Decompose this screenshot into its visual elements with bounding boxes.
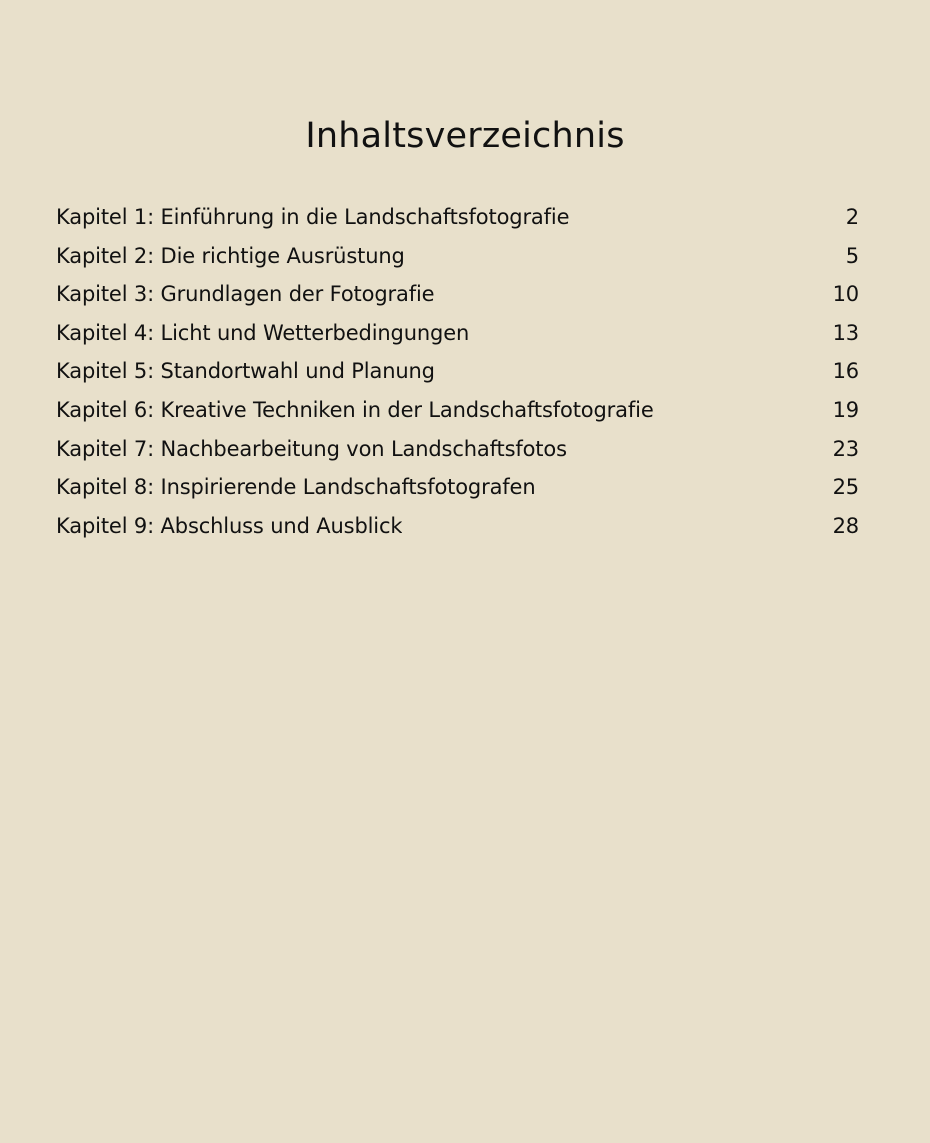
- toc-entry-label: Kapitel 4: Licht und Wetterbedingungen: [56, 320, 470, 345]
- toc-entry-5[interactable]: [56, 352, 859, 391]
- toc-entry-2[interactable]: [56, 237, 859, 276]
- page-title: Inhaltsverzeichnis: [305, 116, 625, 156]
- toc-entry-label: Kapitel 6: Kreative Techniken in der Landschaftsfotografie: [56, 397, 654, 422]
- toc-entry-page-number: 2: [845, 205, 859, 229]
- toc-entry-label: Kapitel 2: Die richtige Ausrüstung: [56, 243, 405, 268]
- toc-entry-page-number: 10: [832, 282, 859, 307]
- toc-entry-label: Kapitel 5: Standortwahl und Planung: [56, 359, 435, 384]
- toc-entry-label: Kapitel 1: Einführung in die Landschaftsfotografie: [56, 205, 570, 229]
- toc-entry-6[interactable]: [56, 391, 859, 430]
- toc-entry-label: Kapitel 9: Abschluss und Ausblick: [56, 513, 403, 538]
- toc-entry-label: Kapitel 3: Grundlagen der Fotografie: [56, 282, 435, 307]
- table-of-contents: [56, 198, 859, 545]
- toc-entry-label: Kapitel 7: Nachbearbeitung von Landschaftsfotos: [56, 436, 567, 461]
- toc-entry-page-number: 19: [832, 397, 859, 422]
- toc-entry-9[interactable]: [56, 507, 859, 546]
- toc-entry-page-number: 23: [832, 436, 859, 461]
- toc-entry-1[interactable]: [56, 198, 859, 237]
- toc-entry-4[interactable]: [56, 314, 859, 353]
- toc-entry-label: Kapitel 8: Inspirierende Landschaftsfotografen: [56, 475, 536, 500]
- toc-entry-7[interactable]: [56, 430, 859, 469]
- toc-entry-8[interactable]: [56, 468, 859, 507]
- toc-entry-page-number: 25: [832, 475, 859, 500]
- toc-entry-page-number: 28: [832, 513, 859, 538]
- toc-entry-page-number: 5: [845, 243, 859, 268]
- toc-entry-page-number: 13: [832, 320, 859, 345]
- toc-entry-3[interactable]: [56, 275, 859, 314]
- toc-entry-page-number: 16: [832, 359, 859, 384]
